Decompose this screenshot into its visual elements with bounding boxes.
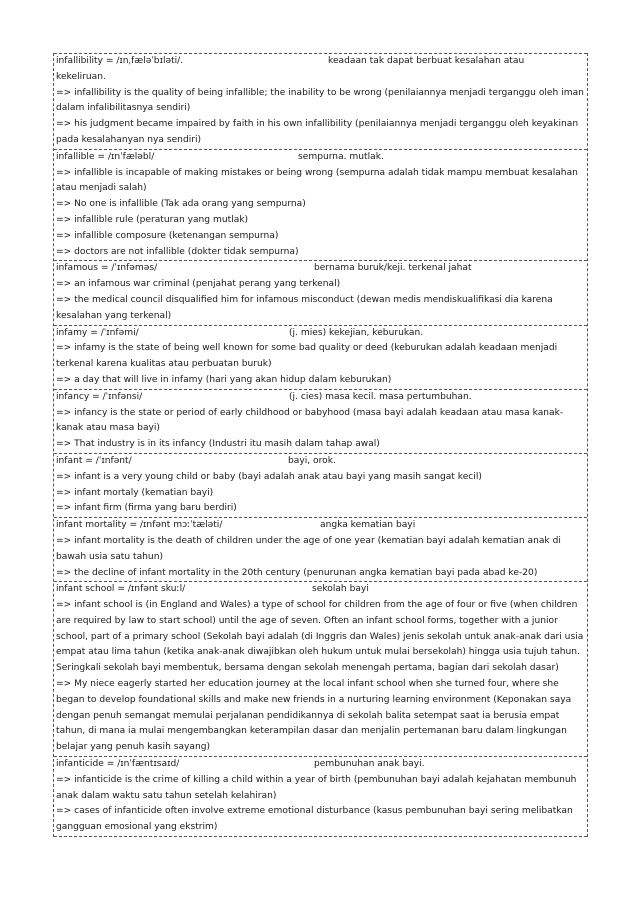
meaning: bernama buruk/keji. terkenal jahat [314, 263, 472, 274]
definition-line: => infant school is (in England and Wales) a type of school for children from the age of four or five (when children are required by law to start school) until the age of seven. Often an infant school forms, together with a junior school, part of a primary school (Sekolah bayi adalah (di Inggris dan Wales) jenis sekolah untuk anak-anak dari usia empat atau lima tahun (ketika anak-anak diwajibkan oleh hukum untuk mulai bersekolah) hingga usia tujuh tahun. Seringkali sekolah bayi membentuk, bersama dengan sekolah menengah pertama, bagian dari sekolah dasar) [56, 600, 584, 674]
definition-line: => infallibility is the quality of being infallible; the inability to be wrong (penilaiannya menjadi terganggu oleh iman dalam infalibilitasnya sendiri) [56, 87, 584, 114]
definition-line: => infancy is the state or period of early childhood or babyhood (masa bayi adalah keadaan atau masa kanak-kanak atau masa bayi) [56, 407, 564, 434]
example-line: => My niece eagerly started her education journey at the local infant school when she turned four, where she began to develop foundational skills and make new friends in a nurturing learning environment (Keponakan saya dengan penuh semangat memulai perjalanan pendidikannya di sekolah balita setempat saat ia berusia empat tahun, di mana ia mulai mengembangkan keterampilan dasar dan menjalin pertemanan baru dalam lingkungan belajar yang penuh kasih sayang) [56, 679, 572, 753]
entry-infamy [54, 325, 587, 389]
meaning: keadaan tak dapat berbuat kesalahan atau [328, 56, 525, 66]
meaning: pembunuhan anak bayi. [314, 759, 425, 770]
meaning: bayi, orok. [288, 455, 336, 466]
entry-header [56, 390, 586, 406]
example-line: => infallible composure (ketenangan sempurna) [56, 230, 279, 241]
example-line: => his judgment became impaired by faith in his own infallibility (penilaiannya menjadi terganggu oleh keyakinan pada kesalahanyan nya sendiri) [56, 119, 579, 145]
headword: infallible = /ɪnˈfæləbl/ [56, 151, 155, 162]
headword: infant mortality = /ɪnfənt mɔːˈtæləti/ [56, 520, 223, 531]
meaning: sempurna. mutlak. [298, 151, 384, 162]
entry-infant [54, 453, 587, 517]
entry-header [56, 54, 586, 70]
definition-line: => infant mortality is the death of children under the age of one year (kematian bayi adalah kematian anak di bawah usia satu tahun) [56, 535, 561, 562]
meaning: angka kematian bayi [320, 520, 416, 531]
entry-header [56, 326, 586, 342]
entry-infancy [54, 389, 587, 453]
example-line: => doctors are not infallible (dokter tidak sempurna) [56, 246, 299, 257]
example-line: kekeliruan. [56, 71, 106, 82]
example-line: => the decline of infant mortality in the 20th century (penurunan angka kematian bayi pada abad ke-20) [56, 567, 538, 578]
headword: infamy = /ˈɪnfəmi/ [56, 327, 139, 338]
example-line: => infallible rule (peraturan yang mutlak) [56, 214, 249, 225]
entry-header [56, 454, 586, 470]
headword: infanticide = /ɪnˈfæntɪsaɪd/ [56, 759, 180, 770]
definition-line: => infamy is the state of being well known for some bad quality or deed (keburukan adalah keadaan menjadi terkenal karena kualitas atau perbuatan buruk) [56, 343, 558, 370]
definition-line: => infanticide is the crime of killing a child within a year of birth (pembunuhan bayi adalah kejahatan membunuh anak dalam waktu satu tahun setelah kelahiran) [56, 774, 577, 801]
meaning: (j. cies) masa kecil. masa pertumbuhan. [289, 391, 472, 402]
entry-infallible [54, 149, 587, 261]
example-line: => infant firm (firma yang baru berdiri) [56, 503, 237, 514]
headword: infallibility = /ɪnˌfæləˈbɪləti/. [56, 56, 184, 66]
entry-header [56, 582, 586, 598]
entry-infant-school [54, 581, 587, 756]
headword: infant = /ˈɪnfənt/ [56, 455, 132, 466]
example-line: => infant mortaly (kematian bayi) [56, 487, 214, 498]
entry-infanticide [54, 756, 587, 837]
entry-header [56, 261, 586, 277]
example-line: => the medical council disqualified him for infamous misconduct (dewan medis mendiskualifikasi dia karena kesalahan yang terkenal) [56, 294, 553, 321]
entry-infallibility [54, 53, 587, 149]
definition-line: => infallible is incapable of making mistakes or being wrong (sempurna adalah tidak mampu membuat kesalahan atau menjadi salah) [56, 167, 578, 194]
headword: infamous = /ˈɪnfəməs/ [56, 263, 158, 274]
definition-line: => infant is a very young child or baby (bayi adalah anak atau bayi yang masih sangat kecil) [56, 471, 482, 482]
vocabulary-table [53, 53, 588, 837]
example-line: => That industry is in its infancy (Industri itu masih dalam tahap awal) [56, 439, 380, 450]
example-line: => a day that will live in infamy (hari yang akan hidup dalam keburukan) [56, 374, 392, 385]
entry-infant-mortality [54, 517, 587, 581]
example-line: => No one is infallible (Tak ada orang yang sempurna) [56, 199, 306, 210]
headword: infancy = /ˈɪnfənsi/ [56, 391, 143, 402]
entry-header [56, 757, 586, 773]
entry-header [56, 150, 586, 166]
example-line: => an infamous war criminal (penjahat perang yang terkenal) [56, 279, 341, 290]
example-line: => cases of infanticide often involve extreme emotional disturbance (kasus pembunuhan bayi sering melibatkan gangguan emosional yang ekstrim) [56, 806, 573, 833]
entry-header [56, 518, 586, 534]
meaning: sekolah bayi [312, 584, 369, 595]
headword: infant school = /ɪnfənt skuːl/ [56, 584, 186, 595]
meaning: (j. mies) kekejian, keburukan. [289, 327, 424, 338]
entry-infamous [54, 260, 587, 324]
